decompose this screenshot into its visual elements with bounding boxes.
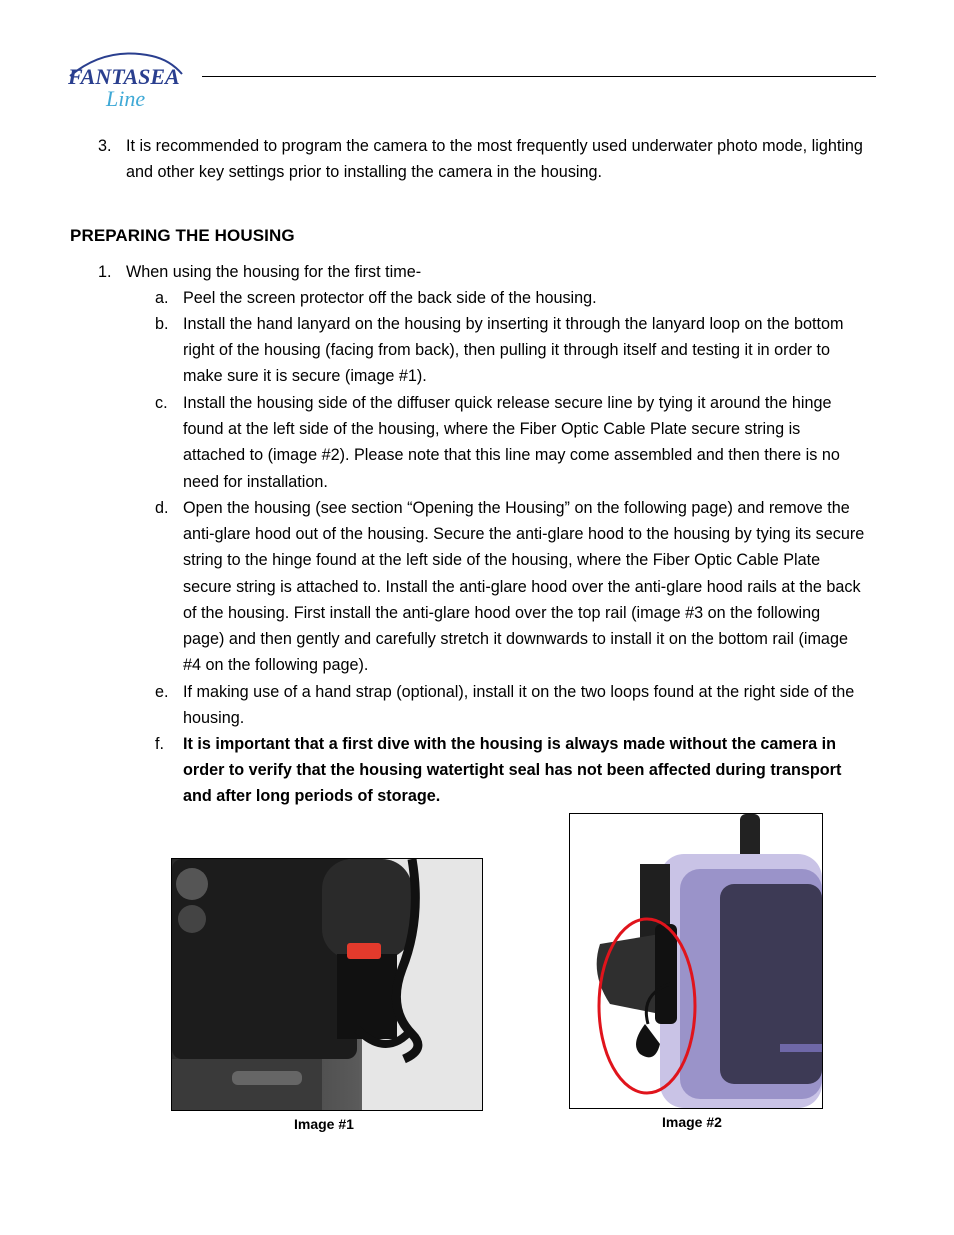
subitem-letter: e. — [155, 683, 169, 701]
intro-item-number: 3. — [98, 137, 112, 155]
subitem-letter: a. — [155, 289, 169, 307]
subitem-text: Open the housing (see section “Opening the Housing” on the following page) and remove the anti-glare hood out of the housing. Secure the anti-glare hood to the housing by tying its secure string to the hinge found at the left side of the housing, where the Fiber Optic Cable Plate secure string is attached to. Install the anti-glare hood over the anti-glare hood rails at the back of the housing. First install the anti-glare hood over the top rail (image #3 on the following page) and then gently and carefully stretch it downwards to install it on the bottom rail (image #4 on the following page). — [183, 499, 865, 675]
subitem-text: If making use of a hand strap (optional), install it on the two loops found at the right side of the housing. — [183, 683, 855, 728]
intro-item-text: It is recommended to program the camera to the most frequently used underwater photo mode, lighting and other key settings prior to installing the camera in the housing. — [126, 137, 863, 182]
header-rule — [202, 76, 876, 77]
subitem-letter: f. — [155, 735, 164, 753]
list-item-1-number: 1. — [98, 263, 112, 281]
subitem-letter: b. — [155, 315, 169, 333]
subitem-text: Peel the screen protector off the back side of the housing. — [183, 289, 597, 307]
section-title: PREPARING THE HOUSING — [70, 226, 295, 245]
subitem-letter: d. — [155, 499, 169, 517]
subitem-letter: c. — [155, 394, 168, 412]
image-2-hinge-photo — [569, 813, 823, 1109]
subitem-text-important: It is important that a first dive with the housing is always made without the camera in order to verify that the housing watertight seal has not been affected during transport and after long periods of storage. — [183, 735, 842, 806]
image-2-caption: Image #2 — [662, 1114, 722, 1130]
list-item-1-text: When using the housing for the first time- — [126, 263, 422, 281]
subitem-text: Install the housing side of the diffuser quick release secure line by tying it around the hinge found at the left side of the housing, where the Fiber Optic Cable Plate secure string is attached to (image #2). Please note that this line may come assembled and then there is no need for installation. — [183, 394, 840, 491]
image-1-lanyard-photo — [171, 858, 483, 1111]
image-1-caption: Image #1 — [294, 1116, 354, 1132]
fantasea-logo — [66, 46, 190, 110]
logo-text-top: FANTASEA — [68, 64, 180, 89]
logo-text-bottom: Line — [106, 86, 146, 110]
subitem-text: Install the hand lanyard on the housing by inserting it through the lanyard loop on the bottom right of the housing (facing from back), then pulling it through itself and testing it in order to make sure it is secure (image #1). — [183, 315, 844, 386]
